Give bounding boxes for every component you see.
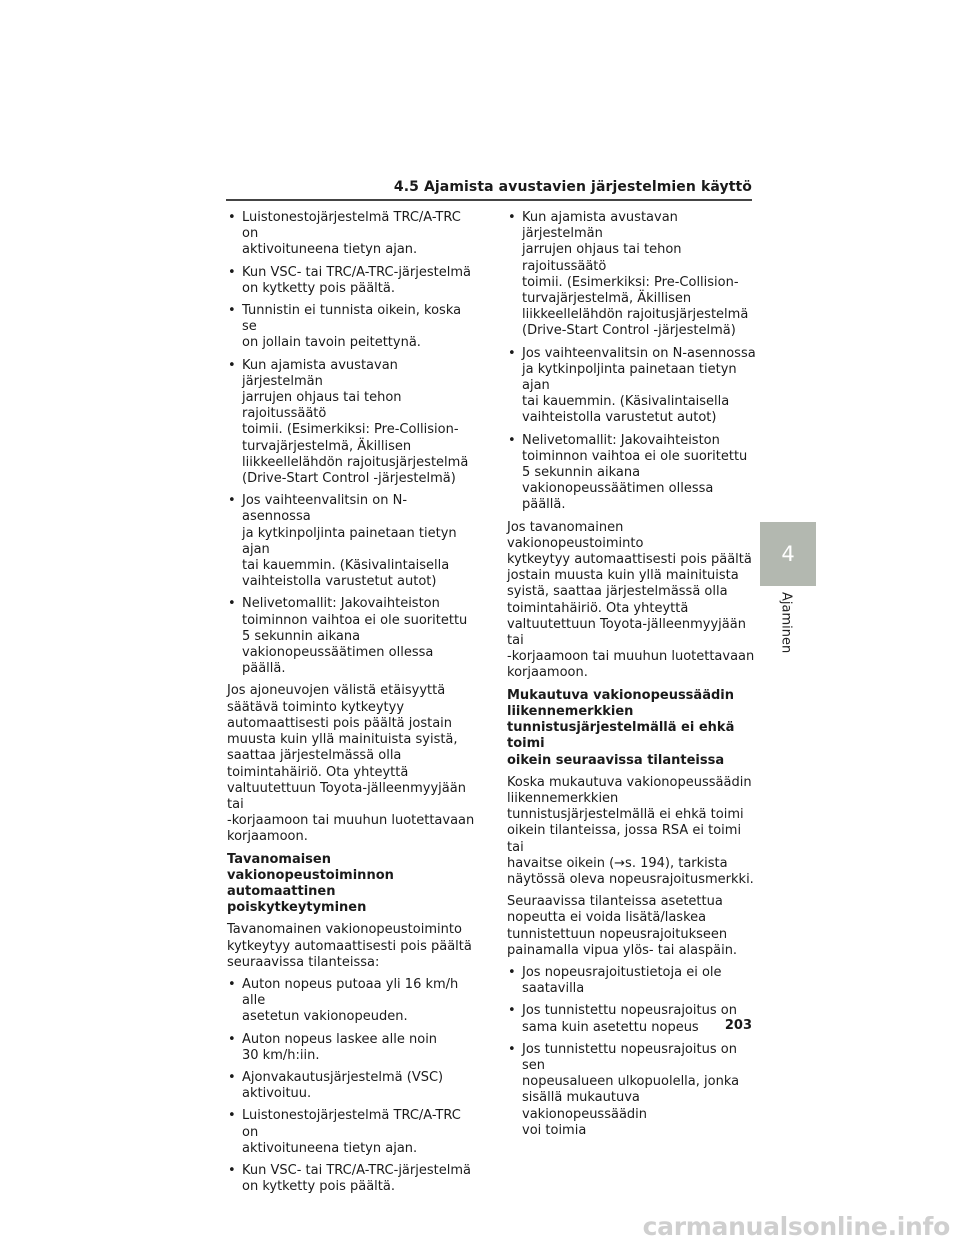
bullet-line: ja kytkinpoljinta painetaan tietyn ajan — [522, 361, 737, 394]
bullet-mark: • — [228, 493, 236, 509]
bullet-line: aktivoituneena tietyn ajan. — [242, 1140, 418, 1156]
bullet-line: (Drive-Start Control -järjestelmä) — [522, 323, 736, 339]
text-line: kytkeytyy automaattisesti pois päältä — [507, 552, 752, 568]
bullet-line: 30 km/h:iin. — [242, 1047, 320, 1063]
bullet-line: Nelivetomallit: Jakovaihteiston — [242, 596, 440, 612]
text-line: Tavanomaisen vakionopeustoiminnon — [227, 851, 394, 883]
bullet-line: Kun ajamista avustavan järjestelmän — [242, 357, 398, 389]
text-line: painamalla vipua ylös- tai alaspäin. — [507, 942, 738, 958]
text-line: Tavanomainen vakionopeustoiminto — [227, 922, 462, 938]
bullet-item — [227, 1032, 475, 1064]
text-line: tunnistusjärjestelmällä ei ehkä toimi — [507, 807, 744, 823]
bullet-line: asetetun vakionopeuden. — [242, 1009, 408, 1025]
bullet-list-left-2 — [227, 977, 475, 1195]
bullet-list-right-1 — [507, 210, 757, 514]
bullet-mark: • — [228, 264, 236, 280]
text-line: säätävä toiminto kytkeytyy — [227, 699, 405, 715]
bullet-item — [507, 346, 757, 427]
bullet-mark: • — [228, 357, 236, 373]
bullet-line: tai kauemmin. (Käsivalintaisella — [522, 394, 730, 410]
bullet-line: Kun ajamista avustavan järjestelmän — [522, 210, 678, 242]
bullet-item — [507, 433, 757, 514]
bullet-line: Auton nopeus laskee alle noin — [242, 1031, 438, 1047]
bullet-line: Nelivetomallit: Jakovaihteiston — [522, 432, 720, 448]
bullet-line: Luistonestojärjestelmä TRC/A-TRC on — [242, 1108, 461, 1140]
text-line: valtuutettuun Toyota-jälleenmyyjään tai — [227, 780, 466, 812]
text-line: -korjaamoon tai muuhun luotettavaan — [227, 813, 475, 829]
bullet-line: on kytketty pois päältä. — [242, 1179, 395, 1195]
chapter-number: 4 — [781, 542, 795, 566]
text-line: tunnistusjärjestelmällä ei ehkä toimi — [507, 720, 735, 752]
bullet-line: tai kauemmin. (Käsivalintaisella — [242, 558, 450, 574]
right-column — [507, 210, 757, 1145]
text-line: oikein tilanteissa, jossa RSA ei toimi tai — [507, 823, 742, 855]
bullet-item — [227, 265, 475, 297]
bullet-item — [507, 210, 757, 340]
bullet-line: sisällä mukautuva vakionopeussäädin — [522, 1090, 648, 1122]
bullet-item — [227, 1163, 475, 1195]
bullet-line: voi toimia — [522, 1122, 587, 1138]
text-line: automaattinen poiskytkeytyminen — [227, 883, 367, 916]
text-line: -korjaamoon tai muuhun luotettavaan — [507, 649, 755, 665]
bullet-list-left-1 — [227, 210, 475, 677]
bullet-item — [227, 303, 475, 352]
paragraph-left-1 — [227, 683, 475, 845]
left-column — [227, 210, 475, 1201]
bullet-item — [227, 1070, 475, 1102]
bullet-line: sama kuin asetettu nopeus — [522, 1019, 699, 1035]
bullet-line: Tunnistin ei tunnista oikein, koska se — [242, 303, 462, 335]
bullet-line: (Drive-Start Control -järjestelmä) — [242, 471, 456, 487]
text-line: Jos tavanomainen vakionopeustoiminto — [507, 519, 644, 551]
bullet-line: 5 sekunnin aikana — [522, 465, 641, 481]
bullet-line: ja kytkinpoljinta painetaan tietyn ajan — [242, 525, 457, 557]
bullet-line: Jos tunnistettu nopeusrajoitus on sen — [522, 1041, 737, 1073]
bullet-mark: • — [508, 345, 516, 361]
text-line: liikennemerkkien — [507, 703, 634, 719]
text-line: Koska mukautuva vakionopeussäädin — [507, 774, 752, 790]
bullet-line: Kun VSC- tai TRC/A-TRC-järjestelmä — [242, 1162, 471, 1178]
bullet-line: saatavilla — [522, 981, 585, 997]
text-line: nopeutta ei voida lisätä/laskea — [507, 910, 707, 926]
chapter-tab — [760, 522, 816, 586]
text-line: muusta kuin yllä mainituista syistä, — [227, 732, 458, 748]
bullet-line: vakionopeussäätimen ollessa päällä. — [522, 481, 714, 513]
bullet-mark: • — [228, 1069, 236, 1085]
text-line: toimintahäiriö. Ota yhteyttä — [227, 764, 409, 780]
paragraph-right-3 — [507, 894, 757, 959]
heading-right-1 — [507, 688, 757, 769]
page-number: 203 — [724, 1018, 752, 1033]
bullet-mark: • — [508, 210, 516, 225]
text-line: valtuutettuun Toyota-jälleenmyyjään tai — [507, 616, 746, 649]
bullet-mark: • — [508, 1041, 516, 1057]
bullet-line: vaihteistolla varustetut autot) — [242, 574, 437, 590]
bullet-line: aktivoituu. — [242, 1086, 312, 1102]
bullet-item — [227, 977, 475, 1026]
text-line: Seuraavissa tilanteissa asetettua — [507, 894, 723, 910]
text-line: automaattisesti pois päältä jostain — [227, 715, 453, 731]
bullet-line: jarrujen ohjaus tai tehon rajoitussäätö — [522, 242, 682, 274]
bullet-mark: • — [508, 964, 516, 980]
bullet-line: Jos nopeusrajoitustietoja ei ole — [522, 964, 722, 980]
bullet-line: toiminnon vaihtoa ei ole suoritettu — [522, 448, 748, 464]
bullet-line: turvajärjestelmä, Äkillisen — [242, 438, 412, 454]
bullet-line: toimii. (Esimerkiksi: Pre-Collision- — [242, 422, 459, 438]
bullet-item — [227, 1108, 475, 1157]
section-header: 4.5 Ajamista avustavien järjestelmien käyttö — [393, 179, 752, 195]
heading-left-1 — [227, 852, 475, 917]
paragraph-right-2 — [507, 775, 757, 888]
bullet-line: Jos vaihteenvalitsin on N-asennossa — [522, 345, 756, 361]
bullet-line: Auton nopeus putoaa yli 16 km/h alle — [242, 976, 459, 1009]
text-line: havaitse oikein (→s. 194), tarkista — [507, 855, 728, 871]
text-line: jostain muusta kuin yllä mainituista — [507, 568, 739, 584]
bullet-item — [227, 358, 475, 488]
bullet-line: Ajonvakautusjärjestelmä (VSC) — [242, 1069, 444, 1085]
bullet-item — [227, 596, 475, 677]
bullet-item — [507, 1042, 757, 1139]
bullet-line: toiminnon vaihtoa ei ole suoritettu — [242, 612, 468, 628]
text-line: korjaamoon. — [227, 829, 308, 845]
text-line: Jos ajoneuvojen välistä etäisyyttä — [227, 683, 446, 699]
bullet-mark: • — [228, 1108, 236, 1124]
bullet-item — [227, 210, 475, 259]
bullet-line: liikkeellelähdön rajoitusjärjestelmä — [522, 307, 749, 323]
bullet-mark: • — [228, 303, 236, 319]
bullet-mark: • — [228, 976, 236, 992]
bullet-mark: • — [228, 1162, 236, 1178]
text-line: liikennemerkkien — [507, 790, 619, 806]
paragraph-right-1 — [507, 520, 757, 682]
text-line: saattaa järjestelmässä olla — [227, 748, 402, 764]
paragraph-left-2 — [227, 922, 475, 971]
bullet-line: Kun VSC- tai TRC/A-TRC-järjestelmä — [242, 264, 471, 280]
text-line: Mukautuva vakionopeussäädin — [507, 687, 734, 703]
bullet-line: turvajärjestelmä, Äkillisen — [522, 291, 692, 307]
bullet-line: 5 sekunnin aikana — [242, 628, 361, 644]
bullet-mark: • — [228, 210, 236, 225]
text-line: kytkeytyy automaattisesti pois päältä — [227, 938, 472, 954]
text-line: korjaamoon. — [507, 665, 588, 681]
bullet-line: on jollain tavoin peitettynä. — [242, 335, 421, 351]
bullet-mark: • — [228, 596, 236, 612]
bullet-line: jarrujen ohjaus tai tehon rajoitussäätö — [242, 390, 402, 422]
bullet-line: Jos tunnistettu nopeusrajoitus on — [522, 1003, 737, 1019]
bullet-item — [507, 965, 757, 997]
bullet-list-right-2 — [507, 965, 757, 1139]
bullet-line: on kytketty pois päältä. — [242, 280, 395, 296]
text-line: tunnistettuun nopeusrajoitukseen — [507, 926, 728, 942]
text-line: seuraavissa tilanteissa: — [227, 954, 380, 970]
bullet-line: vaihteistolla varustetut autot) — [522, 410, 717, 426]
chapter-label: Ajaminen — [778, 592, 794, 654]
bullet-line: Jos vaihteenvalitsin on N-asennossa — [242, 493, 408, 525]
bullet-line: liikkeellelähdön rajoitusjärjestelmä — [242, 454, 469, 470]
watermark: carmanualsonline.info — [642, 1212, 950, 1241]
bullet-line: Luistonestojärjestelmä TRC/A-TRC on — [242, 210, 461, 242]
bullet-item — [227, 493, 475, 590]
header-rule — [226, 199, 752, 201]
bullet-line: toimii. (Esimerkiksi: Pre-Collision- — [522, 274, 739, 290]
bullet-mark: • — [508, 432, 516, 448]
bullet-mark: • — [508, 1003, 516, 1019]
bullet-line: vakionopeussäätimen ollessa päällä. — [242, 645, 434, 677]
text-line: syistä, saattaa järjestelmässä olla — [507, 584, 728, 600]
text-line: näytössä oleva nopeusrajoitusmerkki. — [507, 871, 754, 887]
text-line: oikein seuraavissa tilanteissa — [507, 752, 725, 768]
bullet-line: aktivoituneena tietyn ajan. — [242, 242, 418, 258]
bullet-line: nopeusalueen ulkopuolella, jonka — [522, 1074, 740, 1090]
text-line: toimintahäiriö. Ota yhteyttä — [507, 600, 689, 616]
bullet-mark: • — [228, 1031, 236, 1047]
